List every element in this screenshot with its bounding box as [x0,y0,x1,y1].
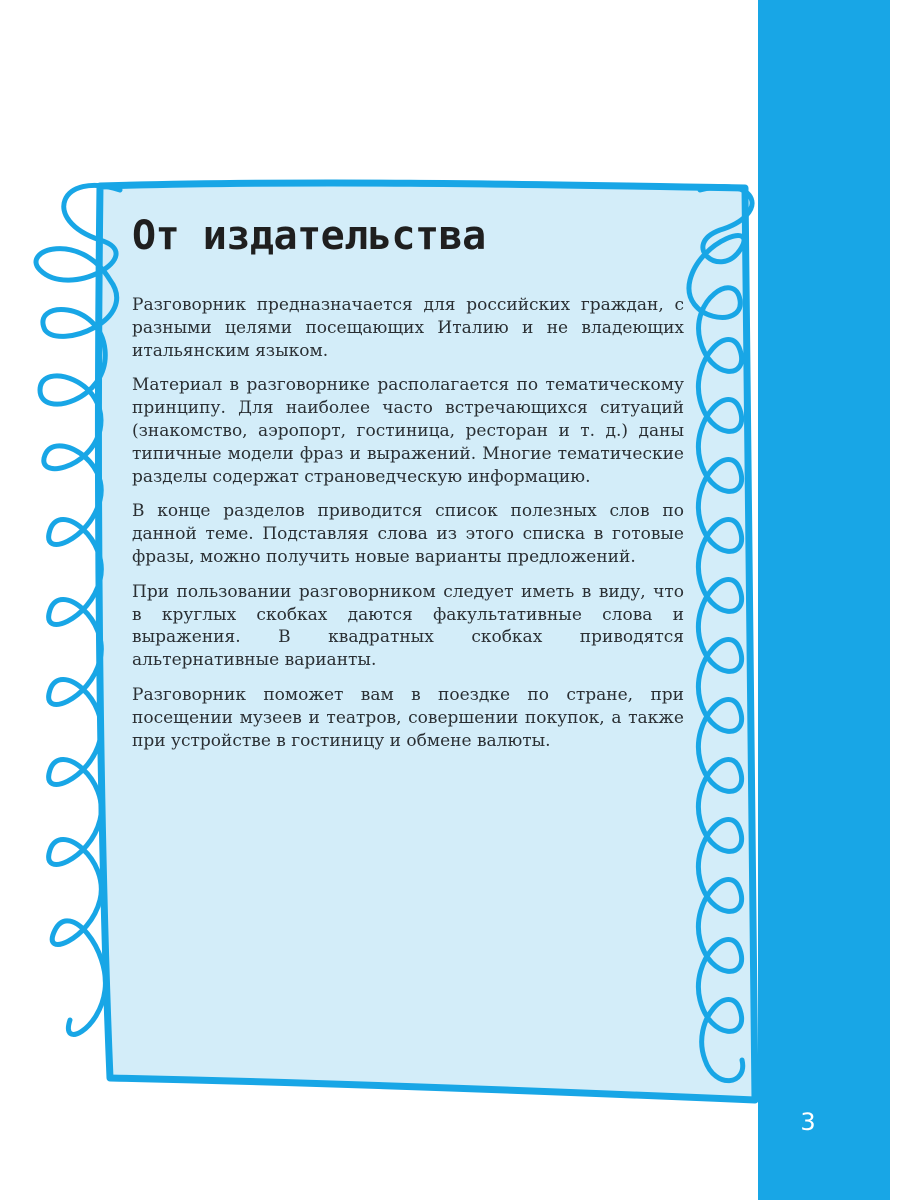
page-number: 3 [800,1108,816,1136]
paragraph: Материал в разговорнике располагается по тематическому принципу. Для наиболее часто встречающихся ситуаций (знакомство, аэропорт, гостиница, ресторан и т. д.) даны типичные модели фраз и выражений. Многие тематические разделы содержат страноведческую информацию. [132,375,684,487]
paragraph: Разговорник поможет вам в поездке по стране, при посещении музеев и театров, совершении покупок, а также при устройстве в гостиницу и обмене валюты. [132,684,684,751]
paragraph: Разговорник предназначается для российских граждан, с разными целями посещающих Италию и не владеющих итальянским языком. [132,295,684,361]
page-title: От издательства [132,213,486,259]
paragraph: При пользовании разговорником следует иметь в виду, что в круглых скобках даются факультативные слова и выражения. В квадратных скобках приводятся альтернативные варианты. [132,581,684,671]
article [132,212,684,764]
paragraph: В конце разделов приводится список полезных слов по данной теме. Подставляя слова из этого списка в готовые фразы, можно получить новые варианты предложений. [132,501,684,567]
